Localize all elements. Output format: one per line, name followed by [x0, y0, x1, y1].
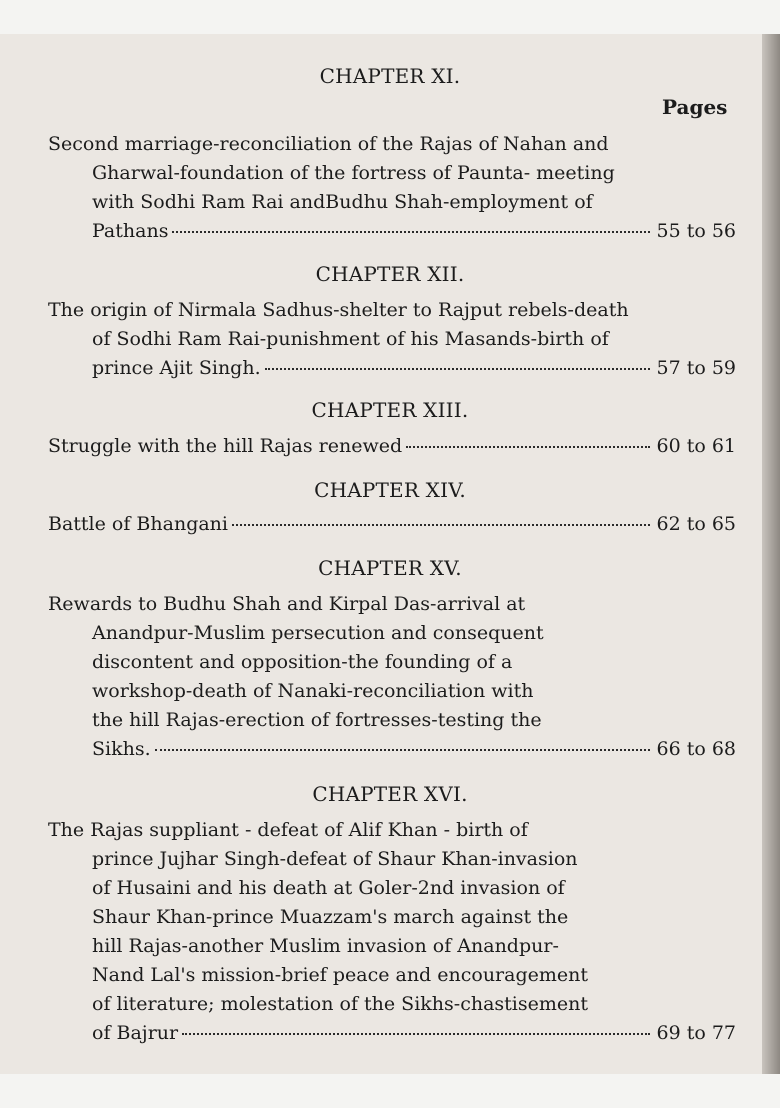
- page-range: 55 to 56: [656, 220, 736, 242]
- chapter-heading: CHAPTER XVI.: [312, 782, 468, 806]
- chapter-heading: CHAPTER XI.: [319, 64, 461, 88]
- entry-line: Second marriage-reconciliation of the Rajas of Nahan and: [48, 133, 609, 155]
- entry-line: the hill Rajas-erection of fortresses-testing the: [92, 709, 542, 731]
- entry-line: prince Jujhar Singh-defeat of Shaur Khan-invasion: [92, 848, 578, 870]
- page-range: 60 to 61: [656, 435, 736, 457]
- dot-leader: [182, 1032, 650, 1035]
- entry-line: The origin of Nirmala Sadhus-shelter to Rajput rebels-death: [48, 299, 629, 321]
- entry-line: Sikhs.: [92, 738, 151, 760]
- entry-last-line[interactable]: [92, 737, 736, 761]
- entry-last-line[interactable]: [92, 356, 736, 380]
- entry-line: Shaur Khan-prince Muazzam's march against the: [92, 906, 569, 928]
- entry-line: Battle of Bhangani: [48, 513, 228, 535]
- dot-leader: [265, 367, 651, 370]
- dot-leader: [406, 445, 650, 448]
- page-range: 66 to 68: [656, 738, 736, 760]
- entry-line: hill Rajas-another Muslim invasion of Anandpur-: [92, 935, 559, 957]
- entry-line: Rewards to Budhu Shah and Kirpal Das-arrival at: [48, 593, 526, 615]
- page-range: 62 to 65: [656, 513, 736, 535]
- entry-line: Struggle with the hill Rajas renewed: [48, 435, 403, 457]
- chapter-heading: CHAPTER XIII.: [311, 398, 469, 422]
- entry-line: of literature; molestation of the Sikhs-chastisement: [92, 993, 588, 1015]
- entry-line: workshop-death of Nanaki-reconciliation with: [92, 680, 534, 702]
- dot-leader: [155, 748, 651, 751]
- dot-leader: [172, 230, 650, 233]
- chapter-heading: CHAPTER XII.: [315, 262, 465, 286]
- entry-line: Anandpur-Muslim persecution and consequent: [92, 622, 544, 644]
- entry-last-line[interactable]: [48, 434, 736, 458]
- entry-line: The Rajas suppliant - defeat of Alif Khan - birth of: [48, 819, 528, 841]
- dot-leader: [232, 523, 650, 526]
- entry-line: discontent and opposition-the founding of a: [92, 651, 513, 673]
- page-range: 57 to 59: [656, 357, 736, 379]
- entry-line: of Husaini and his death at Goler-2nd invasion of: [92, 877, 565, 899]
- page-range: 69 to 77: [656, 1022, 736, 1044]
- pages-column-label: Pages: [662, 95, 728, 119]
- entry-last-line[interactable]: [92, 1021, 736, 1045]
- entry-line: of Bajrur: [92, 1022, 179, 1044]
- entry-line: Gharwal-foundation of the fortress of Paunta- meeting: [92, 162, 615, 184]
- entry-last-line[interactable]: [48, 512, 736, 536]
- book-spine-shadow: [762, 34, 780, 1074]
- entry-line: Pathans: [92, 220, 169, 242]
- entry-line: Nand Lal's mission-brief peace and encouragement: [92, 964, 589, 986]
- entry-line: with Sodhi Ram Rai andBudhu Shah-employment of: [92, 191, 593, 213]
- entry-line: prince Ajit Singh.: [92, 357, 261, 379]
- entry-last-line[interactable]: [92, 219, 736, 243]
- entry-line: of Sodhi Ram Rai-punishment of his Masands-birth of: [92, 328, 609, 350]
- chapter-heading: CHAPTER XIV.: [314, 478, 466, 502]
- chapter-heading: CHAPTER XV.: [318, 556, 462, 580]
